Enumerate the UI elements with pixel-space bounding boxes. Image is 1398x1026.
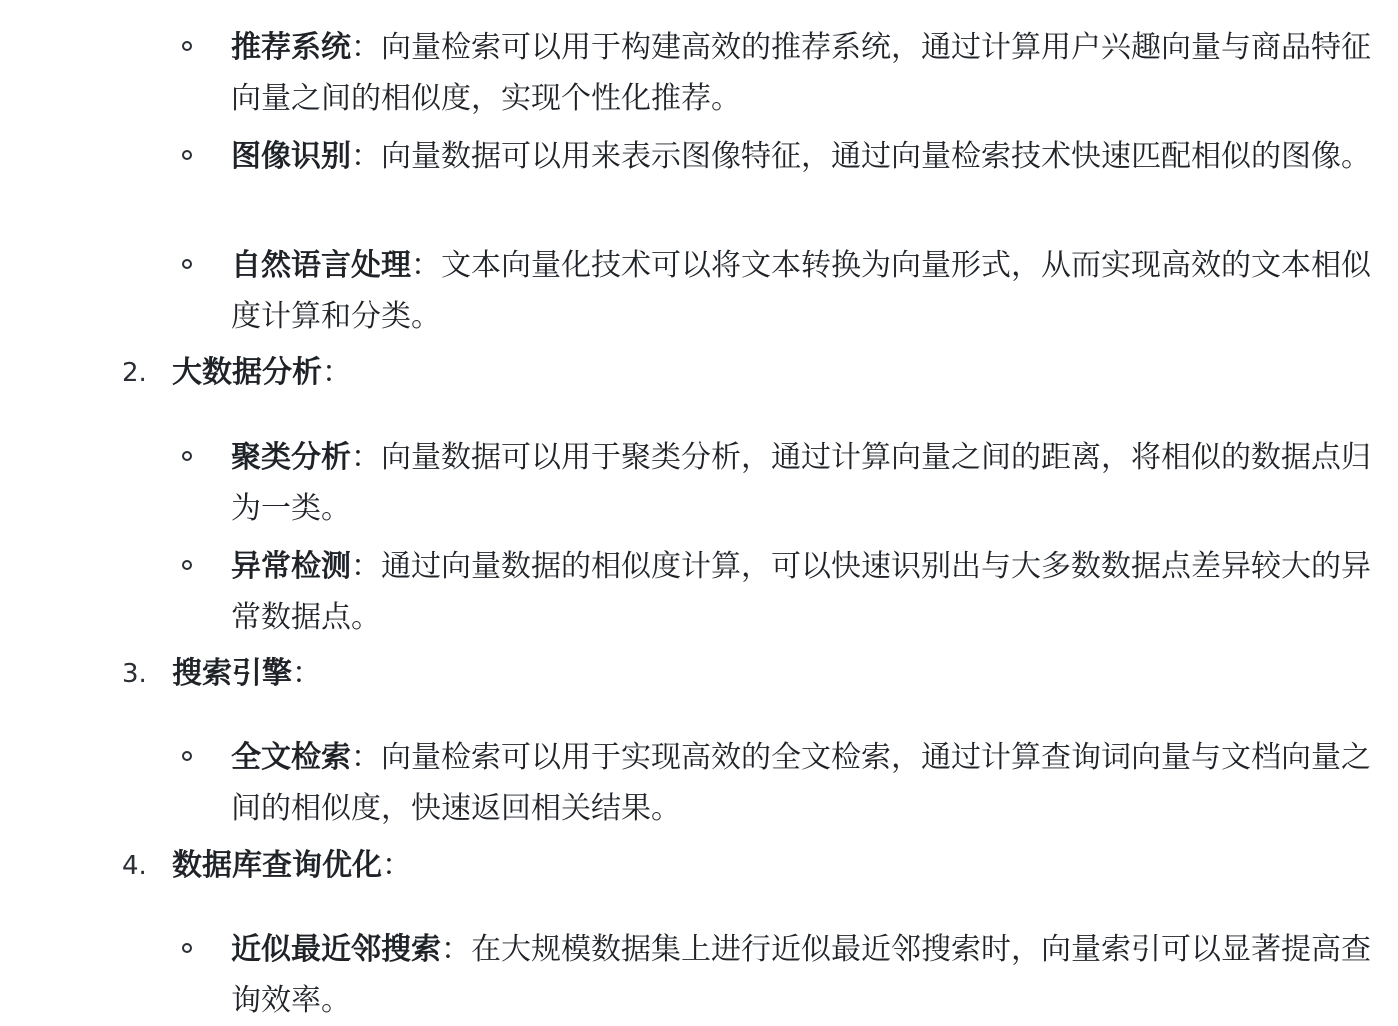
list-item-description: 通过向量数据的相似度计算，可以快速识别出与大多数数据点差异较大的异常数据点。 xyxy=(231,549,1371,635)
list-item-term: 聚类分析 xyxy=(231,440,351,475)
hollow-circle-bullet-icon xyxy=(182,451,192,461)
list-number: 3. xyxy=(122,659,147,689)
hollow-circle-bullet-icon xyxy=(182,560,192,570)
hollow-circle-bullet-icon xyxy=(182,751,192,761)
list-item-term: 自然语言处理 xyxy=(231,248,411,283)
list-item-separator: ： xyxy=(351,139,381,174)
section-title xyxy=(172,353,352,393)
section-title-separator: ： xyxy=(292,656,322,691)
list-item-text xyxy=(231,432,1381,534)
list-item-separator: ： xyxy=(351,740,381,775)
list-item-description: 文本向量化技术可以将文本转换为向量形式，从而实现高效的文本相似度计算和分类。 xyxy=(231,248,1371,334)
list-item-text xyxy=(231,131,1381,182)
list-item-description: 向量数据可以用来表示图像特征，通过向量检索技术快速匹配相似的图像。 xyxy=(381,139,1371,174)
list-number: 4. xyxy=(122,851,147,881)
list-item-text xyxy=(231,22,1381,124)
list-item-term: 近似最近邻搜索 xyxy=(231,932,441,967)
list-item-text xyxy=(231,732,1381,834)
hollow-circle-bullet-icon xyxy=(182,150,192,160)
hollow-circle-bullet-icon xyxy=(182,943,192,953)
list-item-text xyxy=(231,924,1381,1026)
list-item-text xyxy=(231,541,1381,643)
list-item-term: 异常检测 xyxy=(231,549,351,584)
list-number: 2. xyxy=(122,358,147,388)
section-title-text: 搜索引擎 xyxy=(172,656,292,691)
section-title-separator: ： xyxy=(322,355,352,390)
list-item-description: 向量检索可以用于构建高效的推荐系统，通过计算用户兴趣向量与商品特征向量之间的相似度，实现个性化推荐。 xyxy=(231,30,1371,116)
list-item-separator: ： xyxy=(411,248,441,283)
section-title xyxy=(172,846,412,886)
list-item-term: 全文检索 xyxy=(231,740,351,775)
list-item-term: 图像识别 xyxy=(231,139,351,174)
list-item-description: 在大规模数据集上进行近似最近邻搜索时，向量索引可以显著提高查询效率。 xyxy=(231,932,1371,1018)
list-item-separator: ： xyxy=(441,932,471,967)
list-item-description: 向量检索可以用于实现高效的全文检索，通过计算查询词向量与文档向量之间的相似度，快速返回相关结果。 xyxy=(231,740,1371,826)
list-item-separator: ： xyxy=(351,30,381,65)
section-title-separator: ： xyxy=(382,848,412,883)
section-title-text: 大数据分析 xyxy=(172,355,322,390)
hollow-circle-bullet-icon xyxy=(182,41,192,51)
list-item-text xyxy=(231,240,1381,342)
section-title xyxy=(172,654,322,694)
hollow-circle-bullet-icon xyxy=(182,259,192,269)
list-item-term: 推荐系统 xyxy=(231,30,351,65)
section-title-text: 数据库查询优化 xyxy=(172,848,382,883)
list-item-description: 向量数据可以用于聚类分析，通过计算向量之间的距离，将相似的数据点归为一类。 xyxy=(231,440,1371,526)
list-item-separator: ： xyxy=(351,549,381,584)
list-item-separator: ： xyxy=(351,440,381,475)
